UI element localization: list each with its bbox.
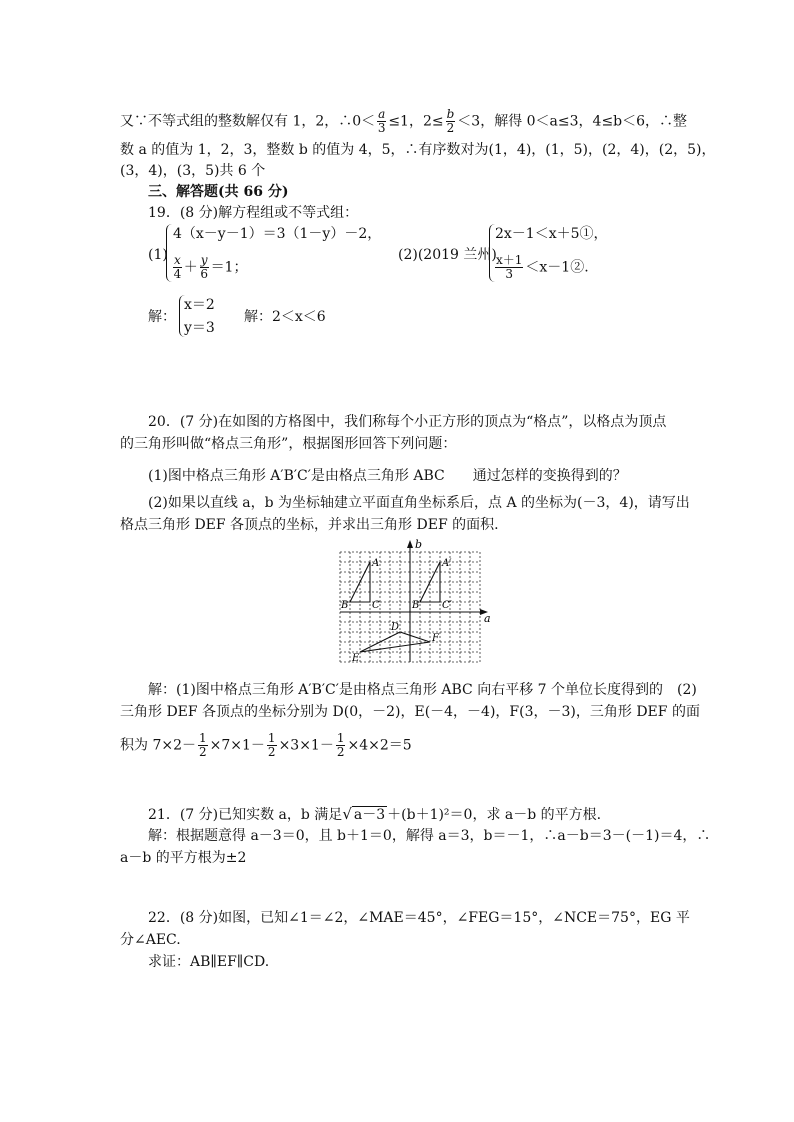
triangle-def bbox=[360, 632, 430, 652]
label-A: A bbox=[372, 558, 380, 569]
q19-stem: 19．(8 分)解方程组或不等式组： bbox=[148, 205, 359, 221]
q20-part1: (1)图中格点三角形 A′B′C′是由格点三角形 ABC 通过怎样的变换得到的？ bbox=[148, 468, 627, 484]
q18-line-2: 数 a 的值为 1，2，3，整数 b 的值为 4，5，∴有序数对为(1，4)，(1，5)，(2，4)，(2，5)， bbox=[120, 142, 716, 158]
q19-solution-y: y＝3 bbox=[184, 320, 215, 336]
q19-part1-label: (1) bbox=[148, 247, 168, 263]
q19-part1-eq2: $\frac{x}{4}$ ＋ $\frac{y}{6}$ ＝1； bbox=[173, 253, 248, 281]
q20-grid-figure bbox=[330, 538, 500, 664]
label-b: b bbox=[415, 538, 423, 551]
q20-solution-2: 三角形 DEF 各顶点的坐标分别为 D(0，－2)，E(－4，－4)，F(3，－3)，三角形 DEF 的面 bbox=[120, 704, 700, 720]
q18-line-1: 又∵不等式组的整数解仅有 1，2，∴0＜ $\frac{a}{3}$ ≤1，2≤ $\frac{b}{2}$ ＜3，解得 0＜a≤3，4≤b＜6，∴整 bbox=[120, 107, 688, 135]
q19-part2-ineq1: 2x－1＜x＋5①， bbox=[495, 226, 608, 242]
q20-solution-1: 解：(1)图中格点三角形 A′B′C′是由格点三角形 ABC 向右平移 7 个单位长度得到的 (2) bbox=[148, 682, 697, 698]
fraction-b-over-2: $\frac{b}{2}$ bbox=[446, 107, 455, 135]
label-B1: B′ bbox=[412, 600, 422, 611]
q21-solution-2: a－b 的平方根为±2 bbox=[120, 850, 247, 866]
q22-line-1: 22．(8 分)如图，已知∠1＝∠2，∠MAE＝45°，∠FEG＝15°，∠NCE＝75°，EG 平 bbox=[148, 910, 690, 926]
q21-solution-1: 解：根据题意得 a－3＝0，且 b＋1＝0，解得 a＝3，b＝－1，∴a－b＝3－(－1)＝4，∴ bbox=[148, 828, 711, 844]
q19-solution-label: 解： bbox=[148, 309, 176, 325]
q19-part2-ineq2: $\frac{x+1}{3}$ ＜x－1②. bbox=[496, 253, 589, 281]
fraction-a-over-3: $\frac{a}{3}$ bbox=[377, 107, 386, 135]
label-F: F bbox=[432, 633, 439, 644]
q18-line-3: (3，4)，(3，5)共 6 个 bbox=[120, 163, 266, 179]
q21-stem: 21．(7 分)已知实数 a，b 满足√ a－3 ＋(b＋1)²＝0，求 a－b 的平方根. bbox=[148, 805, 602, 823]
q20-solution-3: 积为 7×2－ $\frac{1}{2}$ ×7×1－ $\frac{1}{2}$ ×3×1－ $\frac{1}{2}$ ×4×2＝5 bbox=[120, 731, 412, 759]
label-A1: A′ bbox=[442, 558, 452, 569]
q19-solution-2: 解：2＜x＜6 bbox=[244, 309, 326, 325]
label-C: C bbox=[372, 600, 380, 611]
q20-stem-2: 的三角形叫做“格点三角形”，根据图形回答下列问题： bbox=[120, 436, 457, 452]
q20-part2-b: 格点三角形 DEF 各顶点的坐标，并求出三角形 DEF 的面积. bbox=[120, 517, 499, 533]
label-D: D bbox=[391, 622, 400, 633]
q19-part2-label: (2)(2019 兰州) bbox=[398, 247, 497, 263]
label-C1: C′ bbox=[442, 600, 452, 611]
label-E: E bbox=[352, 653, 360, 664]
q20-part2-a: (2)如果以直线 a，b 为坐标轴建立平面直角坐标系后，点 A 的坐标为(－3，4)，请写出 bbox=[148, 495, 690, 511]
axis-b-arrow bbox=[407, 540, 413, 548]
section-title: 三、解答题(共 66 分) bbox=[148, 184, 289, 200]
sqrt-sign: √ bbox=[342, 805, 352, 823]
label-a: a bbox=[484, 612, 491, 625]
q20-stem-1: 20．(7 分)在如图的方格图中，我们称每个小正方形的顶点为“格点”，以格点为顶点 bbox=[148, 414, 667, 430]
q19-part1-eq1: 4（x－y－1）＝3（1－y）－2， bbox=[173, 226, 382, 242]
q19-solution-x: x＝2 bbox=[184, 297, 215, 313]
label-B: B bbox=[341, 600, 349, 611]
q22-line-2: 分∠AEC. bbox=[120, 932, 181, 948]
q22-line-3: 求证：AB∥EF∥CD. bbox=[148, 954, 270, 970]
